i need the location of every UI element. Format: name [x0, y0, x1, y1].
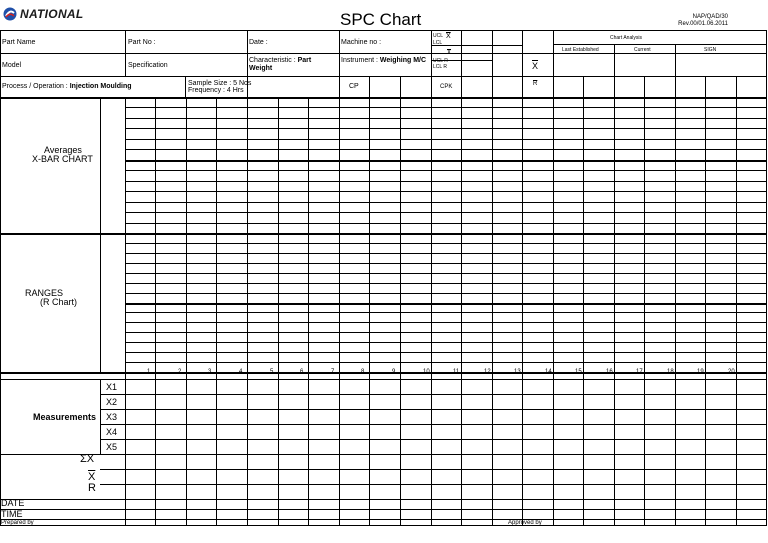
- measurements-label: Measurements: [33, 412, 97, 422]
- machine-no-label: Machine no :: [341, 39, 382, 46]
- column-number: 17: [636, 369, 643, 375]
- measure-row-label: X1: [106, 382, 118, 392]
- x-double-bar-2: $\overline{X}$: [447, 50, 452, 56]
- column-number: 1: [147, 369, 151, 375]
- grid-line: [185, 76, 186, 97]
- grid-line: [125, 303, 767, 305]
- grid-line: [461, 97, 462, 525]
- measure-row-label: X3: [106, 412, 118, 422]
- grid-line: [522, 97, 523, 525]
- lcl-x-label: LCL: [433, 40, 443, 46]
- x-double-bar-1: $\overline{X}$: [446, 33, 451, 40]
- column-number: 8: [361, 369, 365, 375]
- column-number: 18: [667, 369, 674, 375]
- instrument-value: Weighing M/C: [379, 57, 427, 64]
- characteristic-value: Part Weight: [249, 57, 312, 72]
- cpk-label: CPK: [440, 84, 453, 90]
- grid-line: [100, 394, 767, 395]
- grid-line: [100, 469, 767, 470]
- grid-line: [216, 97, 217, 525]
- grid-line: [522, 30, 523, 97]
- grid-line: [0, 30, 767, 31]
- sample-size: Sample Size : 5 Nos: [188, 80, 252, 87]
- column-number: 9: [392, 369, 396, 375]
- grid-line: [100, 424, 767, 425]
- grid-line: [125, 128, 767, 129]
- grid-line: [339, 97, 340, 525]
- grid-line: [553, 30, 554, 97]
- lcl-r-label: LCL R: [433, 64, 447, 70]
- grid-line: [125, 362, 767, 363]
- grid-line: [100, 379, 101, 454]
- column-number: 20: [728, 369, 735, 375]
- chart-analysis-title: Chart Analysis: [610, 35, 642, 41]
- grid-line: [125, 107, 767, 108]
- grid-line: [553, 53, 767, 54]
- cp-label: CP: [349, 83, 359, 90]
- measure-row-label: X4: [106, 427, 118, 437]
- grid-line: [644, 97, 645, 525]
- ucl-x-label: UCL: [433, 33, 444, 39]
- prepared-by: Prepared by: [1, 520, 34, 526]
- grid-line: [705, 97, 706, 525]
- grid-line: [0, 454, 767, 455]
- grid-line: [369, 76, 370, 97]
- grid-line: [705, 76, 706, 97]
- grid-line: [553, 44, 767, 45]
- grid-line: [339, 30, 340, 97]
- grid-line: [675, 44, 676, 76]
- grid-line: [400, 97, 401, 525]
- analysis-xbar: $\overline{X}$: [532, 61, 539, 71]
- grid-line: [125, 283, 767, 284]
- approved-by: Approved by: [508, 520, 542, 526]
- grid-line: [0, 372, 767, 374]
- xbar-row-label: $\overline{X}$: [88, 471, 96, 483]
- grid-line: [125, 293, 767, 294]
- grid-line: [583, 76, 584, 97]
- grid-line: [400, 76, 401, 97]
- column-number: 2: [178, 369, 182, 375]
- analysis-col-sign: SIGN: [704, 47, 717, 53]
- instrument-label: Instrument :: [341, 57, 380, 64]
- measure-row-label: X5: [106, 442, 118, 452]
- grid-line: [125, 202, 767, 203]
- analysis-rbar: $\overline{R}$: [533, 81, 538, 87]
- characteristic-field: [249, 57, 335, 73]
- grid-line: [553, 97, 554, 525]
- grid-line: [125, 181, 767, 182]
- model-label: Model: [2, 62, 22, 69]
- grid-line: [125, 273, 767, 274]
- column-number: 3: [208, 369, 212, 375]
- grid-line: [0, 76, 767, 77]
- r-chart-label: (R Chart): [40, 297, 78, 307]
- grid-line: [308, 97, 309, 525]
- column-number: 14: [545, 369, 552, 375]
- grid-line: [125, 212, 767, 213]
- grid-line: [0, 233, 767, 235]
- grid-line: [155, 97, 156, 525]
- column-number: 7: [331, 369, 335, 375]
- grid-line: [0, 509, 767, 510]
- frequency: Frequency : 4 Hrs: [188, 87, 244, 94]
- characteristic-label: Characteristic :: [249, 57, 298, 64]
- column-number: 11: [453, 369, 460, 375]
- grid-line: [100, 439, 767, 440]
- column-number: 15: [575, 369, 582, 375]
- column-number: 12: [484, 369, 491, 375]
- grid-line: [125, 191, 767, 192]
- grid-line: [0, 379, 767, 380]
- grid-line: [125, 243, 767, 244]
- grid-line: [125, 332, 767, 333]
- instrument-field: [341, 57, 427, 65]
- process-field: [2, 83, 132, 90]
- process-value: Injection Moulding: [69, 83, 132, 90]
- grid-line: [0, 519, 767, 520]
- grid-line: [125, 118, 767, 119]
- grid-line: [125, 223, 767, 224]
- grid-line: [675, 97, 676, 525]
- grid-line: [583, 97, 584, 525]
- grid-line: [100, 409, 767, 410]
- column-number: 6: [300, 369, 304, 375]
- grid-line: [0, 499, 767, 500]
- analysis-col-last: Last Established: [562, 47, 599, 53]
- grid-line: [0, 525, 767, 526]
- date-label: Date :: [249, 39, 268, 46]
- grid-line: [125, 253, 767, 254]
- grid-line: [125, 312, 767, 313]
- grid-line: [644, 76, 645, 97]
- grid-line: [614, 76, 615, 97]
- grid-line: [736, 97, 737, 525]
- grid-line: [461, 30, 462, 97]
- measure-row-label: X2: [106, 397, 118, 407]
- doc-code: NAP/QAD/30: [692, 14, 728, 20]
- brand-name: NATIONAL: [20, 7, 84, 21]
- date-row-label: DATE: [1, 498, 25, 508]
- grid-line: [492, 30, 493, 97]
- process-label: Process / Operation :: [2, 83, 70, 90]
- grid-line: [125, 160, 767, 162]
- part-no-label: Part No :: [128, 39, 156, 46]
- grid-line: [186, 97, 187, 525]
- grid-line: [766, 30, 767, 525]
- grid-line: [247, 97, 248, 525]
- column-number: 10: [423, 369, 430, 375]
- grid-line: [0, 30, 1, 525]
- grid-line: [125, 263, 767, 264]
- page-title: SPC Chart: [340, 10, 422, 29]
- grid-line: [100, 484, 767, 485]
- grid-line: [675, 76, 676, 97]
- grid-line: [431, 97, 432, 525]
- grid-line: [278, 97, 279, 525]
- specification-label: Specification: [128, 62, 168, 69]
- grid-line: [431, 45, 522, 46]
- column-number: 13: [514, 369, 521, 375]
- grid-line: [125, 342, 767, 343]
- grid-line: [492, 97, 493, 525]
- time-row-label: TIME: [1, 509, 23, 519]
- column-number: 4: [239, 369, 243, 375]
- ranges-label: RANGES: [25, 288, 64, 298]
- grid-line: [614, 44, 615, 76]
- grid-line: [125, 139, 767, 140]
- part-name-label: Part Name: [2, 39, 36, 46]
- column-number: 5: [270, 369, 274, 375]
- grid-line: [125, 97, 126, 525]
- grid-line: [125, 30, 126, 76]
- sum-x-label: ΣX: [80, 453, 95, 465]
- grid-line: [125, 322, 767, 323]
- grid-line: [125, 97, 767, 98]
- analysis-col-current: Current: [634, 47, 651, 53]
- column-number: 19: [697, 369, 704, 375]
- grid-line: [125, 170, 767, 171]
- grid-line: [125, 149, 767, 150]
- grid-line: [125, 352, 767, 353]
- xbar-chart-label: X-BAR CHART: [32, 154, 93, 164]
- averages-label: Averages: [44, 145, 82, 155]
- grid-line: [736, 76, 737, 97]
- national-logo: [3, 7, 93, 21]
- national-logo-icon: [3, 7, 17, 21]
- grid-line: [431, 30, 432, 97]
- grid-line: [614, 97, 615, 525]
- grid-line: [369, 97, 370, 525]
- range-row-label: R: [88, 482, 96, 494]
- ucl-r-label: UCL R: [433, 58, 448, 64]
- revision: Rev.00/01.06.2011: [678, 21, 728, 27]
- column-number: 16: [606, 369, 613, 375]
